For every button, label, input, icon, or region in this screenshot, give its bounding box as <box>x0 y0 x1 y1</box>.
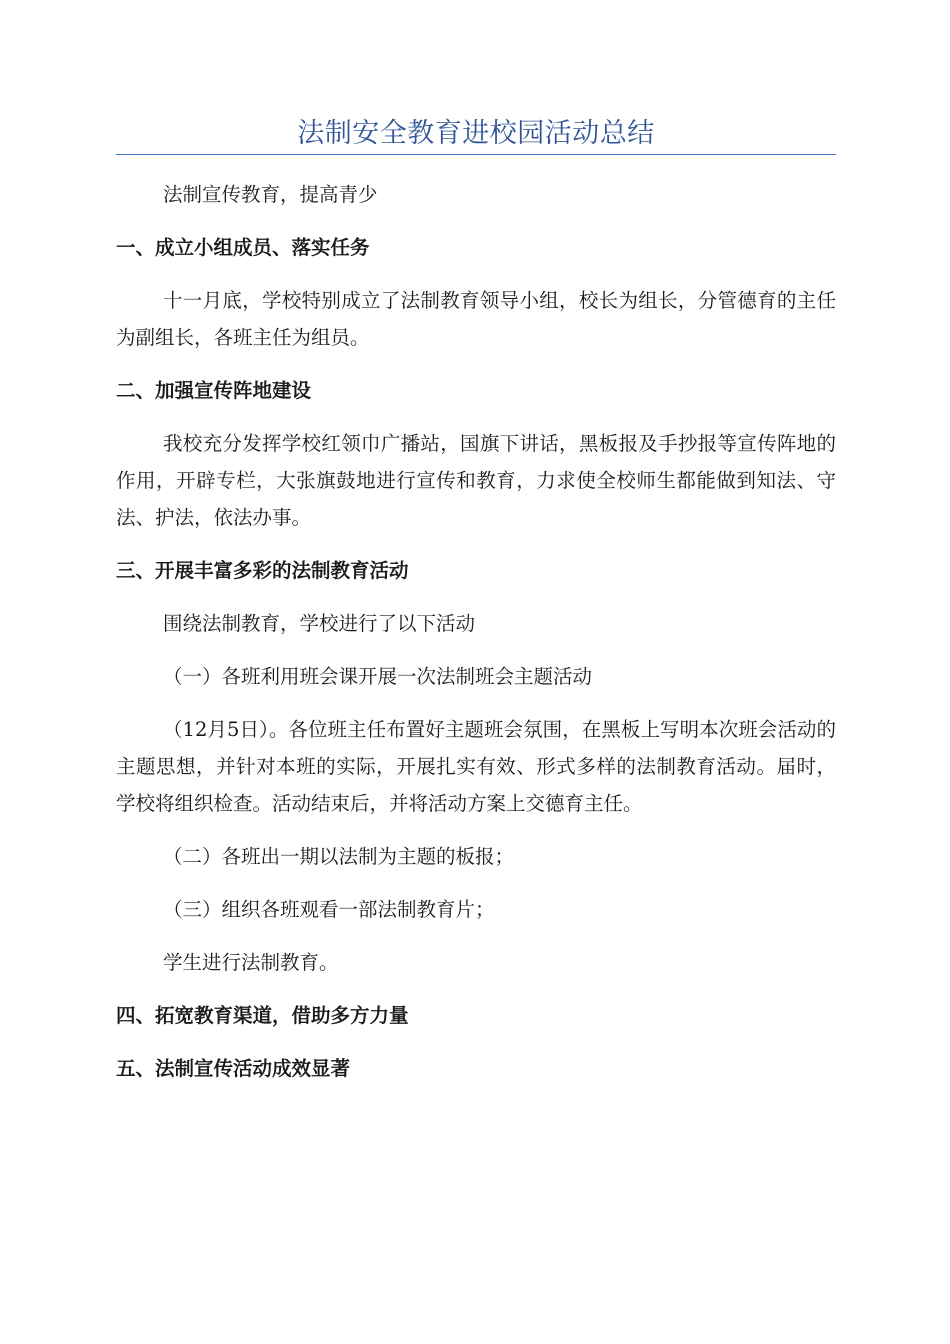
paragraph-activity-1: （一）各班利用班会课开展一次法制班会主题活动 <box>163 665 593 688</box>
heading-section-3: 三、开展丰富多彩的法制教育活动 <box>116 559 409 582</box>
paragraph-activity-1-detail: （12月5日）。各位班主任布置好主题班会氛围，在黑板上写明本次班会活动的主题思想，并针对本班的实际，开展扎实有效、形式多样的法制教育活动。届时，学校将组织检查。活动结束后，并将活动方案上交德育主任。 <box>116 718 836 815</box>
paragraph-intro: 法制宣传教育，提高青少 <box>163 183 378 206</box>
title-underline <box>116 154 836 155</box>
paragraph-section-2: 我校充分发挥学校红领巾广播站，国旗下讲话，黑板报及手抄报等宣传阵地的作用，开辟专栏，大张旗鼓地进行宣传和教育，力求使全校师生都能做到知法、守法、护法，依法办事。 <box>116 432 836 529</box>
paragraph-activity-closing: 学生进行法制教育。 <box>163 951 339 974</box>
paragraph-activity-3: （三）组织各班观看一部法制教育片； <box>163 898 495 921</box>
heading-section-1: 一、成立小组成员、落实任务 <box>116 236 370 259</box>
document-body <box>116 176 836 1103</box>
heading-section-2: 二、加强宣传阵地建设 <box>116 379 312 402</box>
heading-section-5: 五、法制宣传活动成效显著 <box>116 1057 351 1080</box>
document-title: 法制安全教育进校园活动总结 <box>297 118 655 149</box>
paragraph-section-1: 十一月底，学校特别成立了法制教育领导小组，校长为组长，分管德育的主任为副组长，各班主任为组员。 <box>116 289 836 349</box>
heading-section-4: 四、拓宽教育渠道，借助多方力量 <box>116 1004 409 1027</box>
paragraph-activity-2: （二）各班出一期以法制为主题的板报； <box>163 845 515 868</box>
paragraph-section-3-intro: 围绕法制教育，学校进行了以下活动 <box>163 612 476 635</box>
